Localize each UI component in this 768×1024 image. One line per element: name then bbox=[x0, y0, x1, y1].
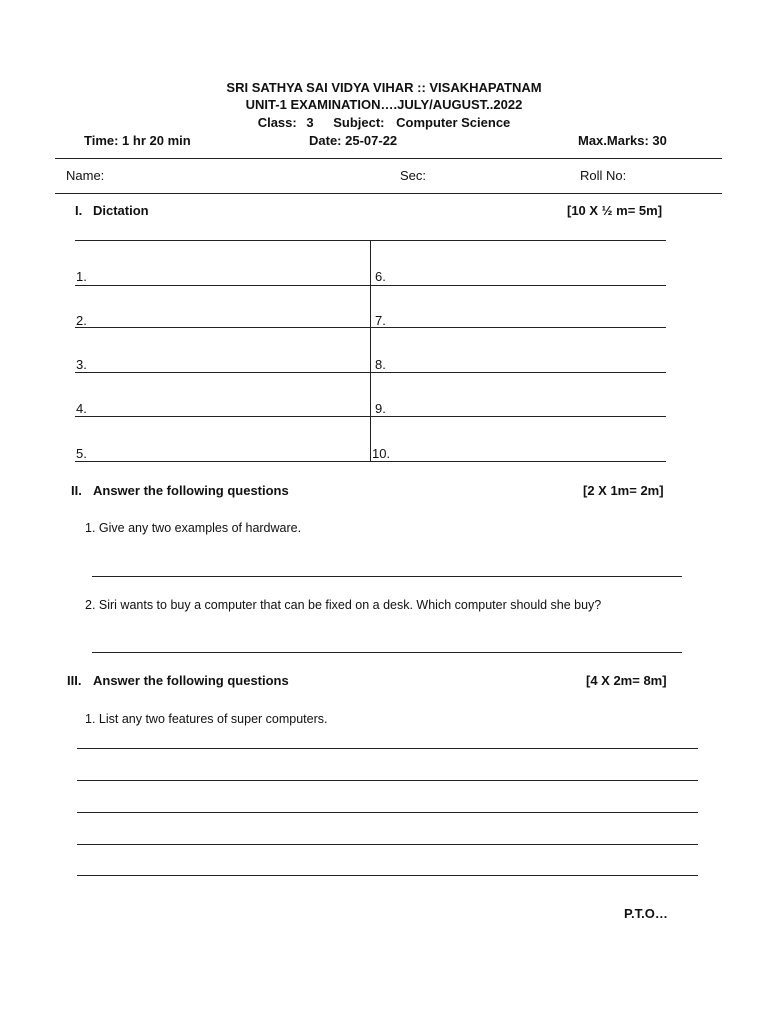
class-subject-line bbox=[0, 115, 768, 130]
class-value: 3 bbox=[306, 115, 314, 130]
pto-note: P.T.O… bbox=[624, 906, 668, 921]
section2-marks: [2 X 1m= 2m] bbox=[583, 483, 664, 498]
dictation-number: 10. bbox=[372, 446, 391, 461]
answer-line[interactable] bbox=[77, 748, 698, 749]
roll-no-label: Roll No: bbox=[580, 168, 627, 183]
section2-title: Answer the following questions bbox=[93, 483, 289, 498]
answer-line[interactable] bbox=[77, 780, 698, 781]
question-text: 1. Give any two examples of hardware. bbox=[85, 521, 302, 535]
dictation-number: 6. bbox=[375, 269, 386, 284]
exam-date: Date: 25-07-22 bbox=[309, 133, 398, 148]
dictation-grid-divider bbox=[370, 240, 371, 462]
dictation-number: 1. bbox=[76, 269, 87, 284]
class-label: Class: bbox=[257, 115, 297, 130]
dictation-number: 9. bbox=[375, 401, 386, 416]
answer-line[interactable] bbox=[77, 875, 698, 876]
max-marks: Max.Marks: 30 bbox=[578, 133, 667, 148]
name-label: Name: bbox=[66, 168, 105, 183]
sec-label: Sec: bbox=[400, 168, 427, 183]
exam-title: UNIT-1 EXAMINATION….JULY/AUGUST..2022 bbox=[245, 97, 523, 112]
dictation-number: 8. bbox=[375, 357, 386, 372]
subject-label: Subject: bbox=[333, 115, 385, 130]
answer-line[interactable] bbox=[92, 652, 682, 653]
dictation-number: 3. bbox=[76, 357, 87, 372]
answer-line[interactable] bbox=[92, 576, 682, 577]
dictation-answer-line[interactable] bbox=[75, 416, 666, 417]
section1-title: Dictation bbox=[93, 203, 149, 218]
section1-number: I. bbox=[75, 203, 83, 218]
school-title: SRI SATHYA SAI VIDYA VIHAR :: VISAKHAPATNAM bbox=[226, 80, 542, 95]
dictation-answer-line[interactable] bbox=[75, 372, 666, 373]
question-text: 2. Siri wants to buy a computer that can be fixed on a desk. Which computer should she buy? bbox=[85, 598, 602, 612]
header-divider-top bbox=[55, 158, 722, 159]
section3-number: III. bbox=[67, 673, 82, 688]
dictation-answer-line[interactable] bbox=[75, 327, 666, 328]
dictation-number: 7. bbox=[375, 313, 386, 328]
dictation-answer-line[interactable] bbox=[75, 461, 666, 462]
dictation-number: 5. bbox=[76, 446, 87, 461]
answer-line[interactable] bbox=[77, 812, 698, 813]
section3-marks: [4 X 2m= 8m] bbox=[586, 673, 667, 688]
answer-line[interactable] bbox=[77, 844, 698, 845]
dictation-number: 4. bbox=[76, 401, 87, 416]
section1-marks: [10 X ½ m= 5m] bbox=[567, 203, 663, 218]
section3-title: Answer the following questions bbox=[93, 673, 289, 688]
question-text: 1. List any two features of super computers. bbox=[85, 712, 328, 726]
dictation-number: 2. bbox=[76, 313, 87, 328]
dictation-answer-line[interactable] bbox=[75, 285, 666, 286]
subject-value: Computer Science bbox=[396, 115, 511, 130]
header-divider-bottom bbox=[55, 193, 722, 194]
time-info: Time: 1 hr 20 min bbox=[84, 133, 191, 148]
section2-number: II. bbox=[71, 483, 82, 498]
